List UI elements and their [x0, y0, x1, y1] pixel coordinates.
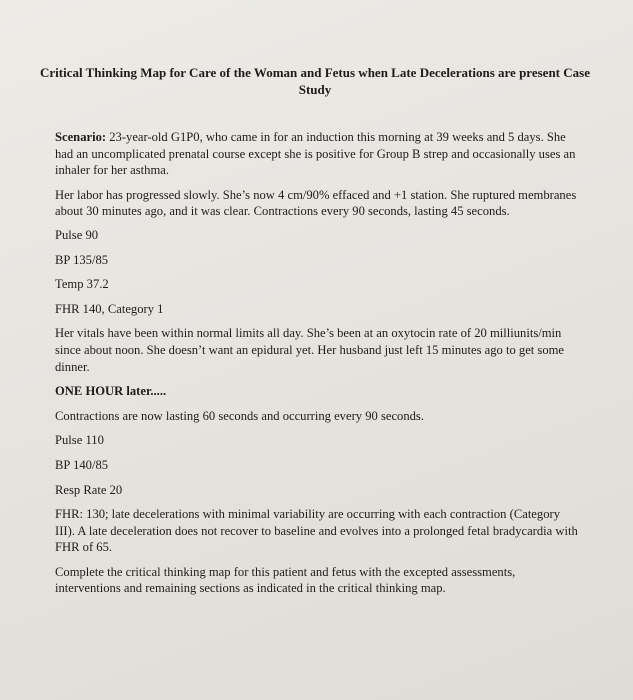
scenario-paragraph — [55, 129, 583, 179]
initial-blood-pressure: BP 135/85 — [55, 252, 109, 267]
fhr-update-paragraph: FHR: 130; late decelerations with minimal variability are occurring with each contraction (Category III). A late deceleration does not recover to baseline and evolves into a prolonged fetal bradycardia with FHR of 65. — [55, 507, 578, 555]
later-pulse: Pulse 110 — [55, 433, 104, 448]
initial-fhr: FHR 140, Category 1 — [55, 301, 164, 316]
one-hour-later-heading: ONE HOUR later..... — [55, 384, 167, 399]
document-body — [55, 129, 583, 597]
initial-pulse: Pulse 90 — [55, 227, 99, 242]
labor-progress-paragraph: Her labor has progressed slowly. She’s now 4 cm/90% effaced and +1 station. She ruptured membranes about 30 minutes ago, and it was clear. Contractions every 90 seconds, lasting 45 seconds. — [55, 187, 577, 219]
vitals-note-paragraph: Her vitals have been within normal limits all day. She’s been at an oxytocin rate of 20 milliunits/min since about noon. She doesn’t want an epidural yet. Her husband just left 15 minutes ago to get some dinner. — [55, 326, 565, 374]
scenario-text: 23-year-old G1P0, who came in for an induction this morning at 39 weeks and 5 days. She had an uncomplicated prenatal course except she is positive for Group B strep and occasionally uses an inhaler for her asthma. — [55, 130, 576, 178]
initial-temperature: Temp 37.2 — [55, 277, 109, 292]
later-resp-rate: Resp Rate 20 — [55, 482, 123, 497]
document-title: Critical Thinking Map for Care of the Woman and Fetus when Late Decelerations are present Case Study — [40, 65, 590, 97]
scenario-label: Scenario: — [55, 130, 107, 144]
instructions-paragraph: Complete the critical thinking map for this patient and fetus with the excepted assessments, interventions and remaining sections as indicated in the critical thinking map. — [55, 564, 516, 596]
contractions-update: Contractions are now lasting 60 seconds and occurring every 90 seconds. — [55, 408, 424, 423]
later-blood-pressure: BP 140/85 — [55, 457, 109, 472]
